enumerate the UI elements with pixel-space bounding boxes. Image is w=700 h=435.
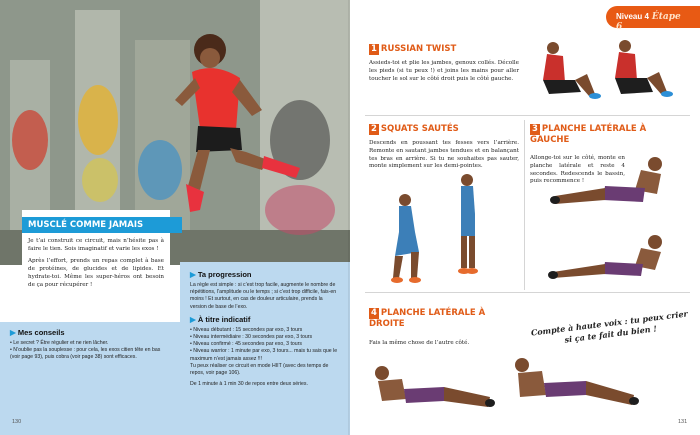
exercise-4-text: Fais la même chose de l’autre côté.	[369, 340, 470, 346]
divider	[365, 115, 690, 116]
page-number-right: 131	[678, 419, 688, 425]
exercise-2-text: Descends en poussant tes fesses vers l’arrière. Remonte en sautant jambes tendues et en balançant tes bras en arrière. Si tu ne souhaites pas sauter, monte simplement sur les demi-pointes.	[369, 140, 519, 170]
intro-title: MUSCLÉ COMME JAMAIS	[22, 217, 182, 233]
tip-item: • N’oublie pas la souplesse : pour cela, les exos citien tête en bas (voir page 93), puis cobra (voir page 38) sont efficaces.	[10, 347, 170, 361]
exercise-4-title	[369, 308, 514, 330]
level-label: Niveau 4	[616, 12, 649, 21]
page-number-left: 130	[12, 419, 22, 425]
level-item: • Niveau débutant : 15 secondes par exo, 3 tours	[190, 327, 340, 334]
left-side-plank-figure	[545, 150, 685, 290]
exercise-number: 3	[532, 124, 538, 134]
handwritten-note: Compte à haute voix : tu peux crier si ça te fait du bien !	[530, 308, 689, 345]
exercise-number: 1	[371, 44, 377, 54]
indicative-title: À titre indicatif	[197, 314, 251, 324]
hiit-text: Tu peux réaliser ce circuit en mode HIIT (avec des temps de repos, voir page 106).	[190, 362, 329, 377]
exercise-2-title	[369, 124, 459, 135]
arrow-right-icon: ▶	[190, 270, 196, 279]
tip-item: • Le secret ? Être régulier et ne rien lâcher.	[10, 340, 170, 347]
exercise-number: 4	[371, 308, 377, 318]
intro-box	[22, 210, 170, 322]
exercise-3-text: Allonge-toi sur le côté, monte en planche latérale et reste 4 secondes. Redescends le bassin, puis recommence !	[530, 155, 625, 185]
exercise-number: 2	[371, 124, 377, 134]
intro-text	[28, 237, 164, 289]
level-item: • Niveau confirmé : 45 secondes par exo, 3 tours	[190, 341, 340, 348]
intro-paragraph-1: Je t’ai construit ce circuit, mais n’hésite pas à faire le tien. Sois imaginatif et varie les exos !	[28, 238, 164, 252]
exercise-3-title	[530, 124, 680, 146]
intro-paragraph-2: Après l’effort, prends un repas complet à base de protéines, de glucides et de lipides. Et hydrate-toi. Même les super-héros ont besoin de ça pour récupérer !	[28, 258, 164, 288]
divider	[524, 120, 525, 290]
tips-panel	[0, 322, 180, 435]
exercise-1-text: Assieds-toi et plie les jambes, genoux collés. Décolle les pieds (si tu peux !) et joins les mains pour aller toucher le sol sur le côté droit puis le côté gauche.	[369, 60, 519, 82]
progress-heading	[190, 270, 340, 279]
exercise-name: PLANCHE LATÉRALE À GAUCHE	[530, 124, 647, 145]
exercise-1-title	[369, 44, 456, 55]
exercise-name: PLANCHE LATÉRALE À DROITE	[369, 308, 486, 329]
jump-squat-figure	[375, 172, 505, 287]
divider	[365, 292, 690, 293]
stage-label: Étape 6	[616, 12, 681, 32]
exercise-name: RUSSIAN TWIST	[380, 44, 457, 54]
tips-list	[10, 340, 170, 362]
level-item: • Niveau intermédiaire : 30 secondes par exo, 3 tours	[190, 334, 340, 341]
level-badge	[606, 6, 700, 32]
indicative-heading	[190, 315, 340, 324]
rest-text: De 1 minute à 1 min 30 de repos entre deux séries.	[190, 381, 308, 388]
progress-column	[180, 262, 350, 435]
arrow-right-icon: ▶	[10, 328, 16, 337]
indicative-list	[190, 327, 340, 363]
progress-text: La règle est simple : si c’est trop facile, augmente le nombre de répétitions, l’amplitude ou le temps ; si c’est trop difficile, fais-en moins ! Et surtout, en cas de douleur articulaire, prends la version de base de l’exo.	[190, 282, 337, 310]
arrow-right-icon: ▶	[190, 314, 196, 324]
level-item: • Niveau warrior : 1 minute par exo, 3 tours... mais tu sais que le maximum n’est jamais assez !!!	[190, 348, 340, 362]
exercise-name: SQUATS SAUTÉS	[380, 124, 459, 134]
tips-heading	[10, 328, 170, 337]
right-side-plank-figure	[372, 355, 652, 420]
tips-title: Mes conseils	[17, 328, 65, 337]
progress-title: Ta progression	[197, 270, 252, 279]
russian-twist-figure	[525, 36, 675, 106]
